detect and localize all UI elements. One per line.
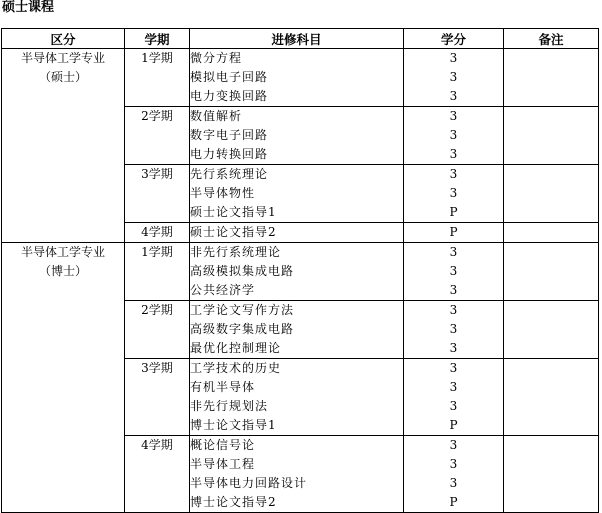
credits-cell bbox=[404, 301, 504, 359]
course-name: 硕士论文指导1 bbox=[190, 205, 277, 219]
credits-cell bbox=[404, 436, 504, 513]
semester-label: 2学期 bbox=[125, 107, 190, 165]
semester-label: 4学期 bbox=[125, 223, 190, 243]
credit-value: 3 bbox=[449, 89, 458, 103]
course-name: 硕士论文指导2 bbox=[190, 225, 277, 239]
credit-value: 3 bbox=[449, 128, 458, 142]
notes-cell bbox=[504, 436, 599, 513]
credit-value: P bbox=[449, 495, 458, 509]
credit-value: 3 bbox=[449, 361, 458, 375]
notes-cell bbox=[504, 107, 599, 165]
semester-label: 2学期 bbox=[125, 301, 190, 359]
credits-cell bbox=[404, 107, 504, 165]
header-notes: 备注 bbox=[504, 29, 599, 49]
program-name: 半导体工学专业 bbox=[20, 245, 105, 259]
course-name: 博士论文指导2 bbox=[190, 495, 277, 509]
course-name: 数字电子回路 bbox=[190, 128, 269, 142]
credit-value: 3 bbox=[449, 70, 458, 84]
courses-cell bbox=[190, 301, 404, 359]
notes-cell bbox=[504, 359, 599, 436]
course-name: 先行系统理论 bbox=[190, 167, 269, 181]
notes-cell bbox=[504, 165, 599, 223]
credits-cell bbox=[404, 359, 504, 436]
program-degree: （博士） bbox=[38, 264, 87, 278]
semester-label: 3学期 bbox=[125, 359, 190, 436]
credit-value: 3 bbox=[449, 245, 458, 259]
credit-value: 3 bbox=[449, 264, 458, 278]
header-division: 区分 bbox=[2, 29, 125, 49]
semester-label: 1学期 bbox=[125, 49, 190, 107]
course-name: 电力转换回路 bbox=[190, 147, 269, 161]
course-name: 博士论文指导1 bbox=[190, 418, 277, 432]
course-name: 公共经济学 bbox=[190, 283, 256, 297]
semester-row bbox=[2, 49, 599, 107]
header-courses: 进修科目 bbox=[190, 29, 404, 49]
semester-row bbox=[2, 243, 599, 301]
course-name: 工学技术的历史 bbox=[190, 361, 282, 375]
credit-value: 3 bbox=[449, 322, 458, 336]
notes-cell bbox=[504, 223, 599, 243]
course-name: 半导体电力回路设计 bbox=[190, 476, 308, 490]
notes-cell bbox=[504, 49, 599, 107]
courses-cell bbox=[190, 165, 404, 223]
credit-value: 3 bbox=[449, 283, 458, 297]
notes-cell bbox=[504, 301, 599, 359]
credit-value: 3 bbox=[449, 147, 458, 161]
program-cell-master bbox=[2, 49, 125, 243]
header-semester: 学期 bbox=[125, 29, 190, 49]
credit-value: P bbox=[449, 225, 458, 239]
course-name: 高级模拟集成电路 bbox=[190, 264, 295, 278]
course-name: 概论信号论 bbox=[190, 438, 256, 452]
credit-value: 3 bbox=[449, 109, 458, 123]
credit-value: 3 bbox=[449, 186, 458, 200]
semester-label: 3学期 bbox=[125, 165, 190, 223]
courses-cell bbox=[190, 49, 404, 107]
course-name: 工学论文写作方法 bbox=[190, 303, 295, 317]
course-name: 电力变换回路 bbox=[190, 89, 269, 103]
course-name: 模拟电子回路 bbox=[190, 70, 269, 84]
credit-value: P bbox=[449, 418, 458, 432]
credit-value: P bbox=[449, 205, 458, 219]
credit-value: 3 bbox=[449, 167, 458, 181]
course-name: 有机半导体 bbox=[190, 380, 256, 394]
credit-value: 3 bbox=[449, 51, 458, 65]
courses-cell bbox=[190, 223, 404, 243]
course-name: 非先行规划法 bbox=[190, 399, 269, 413]
credit-value: 3 bbox=[449, 341, 458, 355]
notes-cell bbox=[504, 243, 599, 301]
course-name: 最优化控制理论 bbox=[190, 341, 282, 355]
credit-value: 3 bbox=[449, 303, 458, 317]
credit-value: 3 bbox=[449, 399, 458, 413]
credit-value: 3 bbox=[449, 457, 458, 471]
course-name: 半导体工程 bbox=[190, 457, 256, 471]
program-name: 半导体工学专业 bbox=[20, 51, 105, 65]
credit-value: 3 bbox=[449, 380, 458, 394]
credits-cell bbox=[404, 49, 504, 107]
courses-cell bbox=[190, 243, 404, 301]
credits-cell bbox=[404, 165, 504, 223]
courses-cell bbox=[190, 436, 404, 513]
credits-cell bbox=[404, 243, 504, 301]
page-title: 硕士课程 bbox=[2, 0, 55, 15]
course-name: 半导体物性 bbox=[190, 186, 256, 200]
course-name: 微分方程 bbox=[190, 51, 243, 65]
course-name: 数值解析 bbox=[190, 109, 243, 123]
header-row bbox=[2, 29, 599, 49]
courses-cell bbox=[190, 359, 404, 436]
courses-cell bbox=[190, 107, 404, 165]
program-cell-doctor bbox=[2, 243, 125, 513]
curriculum-table bbox=[1, 28, 599, 513]
credits-cell bbox=[404, 223, 504, 243]
course-name: 非先行系统理论 bbox=[190, 245, 282, 259]
header-credits: 学分 bbox=[404, 29, 504, 49]
credit-value: 3 bbox=[449, 476, 458, 490]
semester-label: 1学期 bbox=[125, 243, 190, 301]
program-degree: （硕士） bbox=[38, 70, 87, 84]
course-name: 高级数字集成电路 bbox=[190, 322, 295, 336]
semester-label: 4学期 bbox=[125, 436, 190, 513]
credit-value: 3 bbox=[449, 438, 458, 452]
